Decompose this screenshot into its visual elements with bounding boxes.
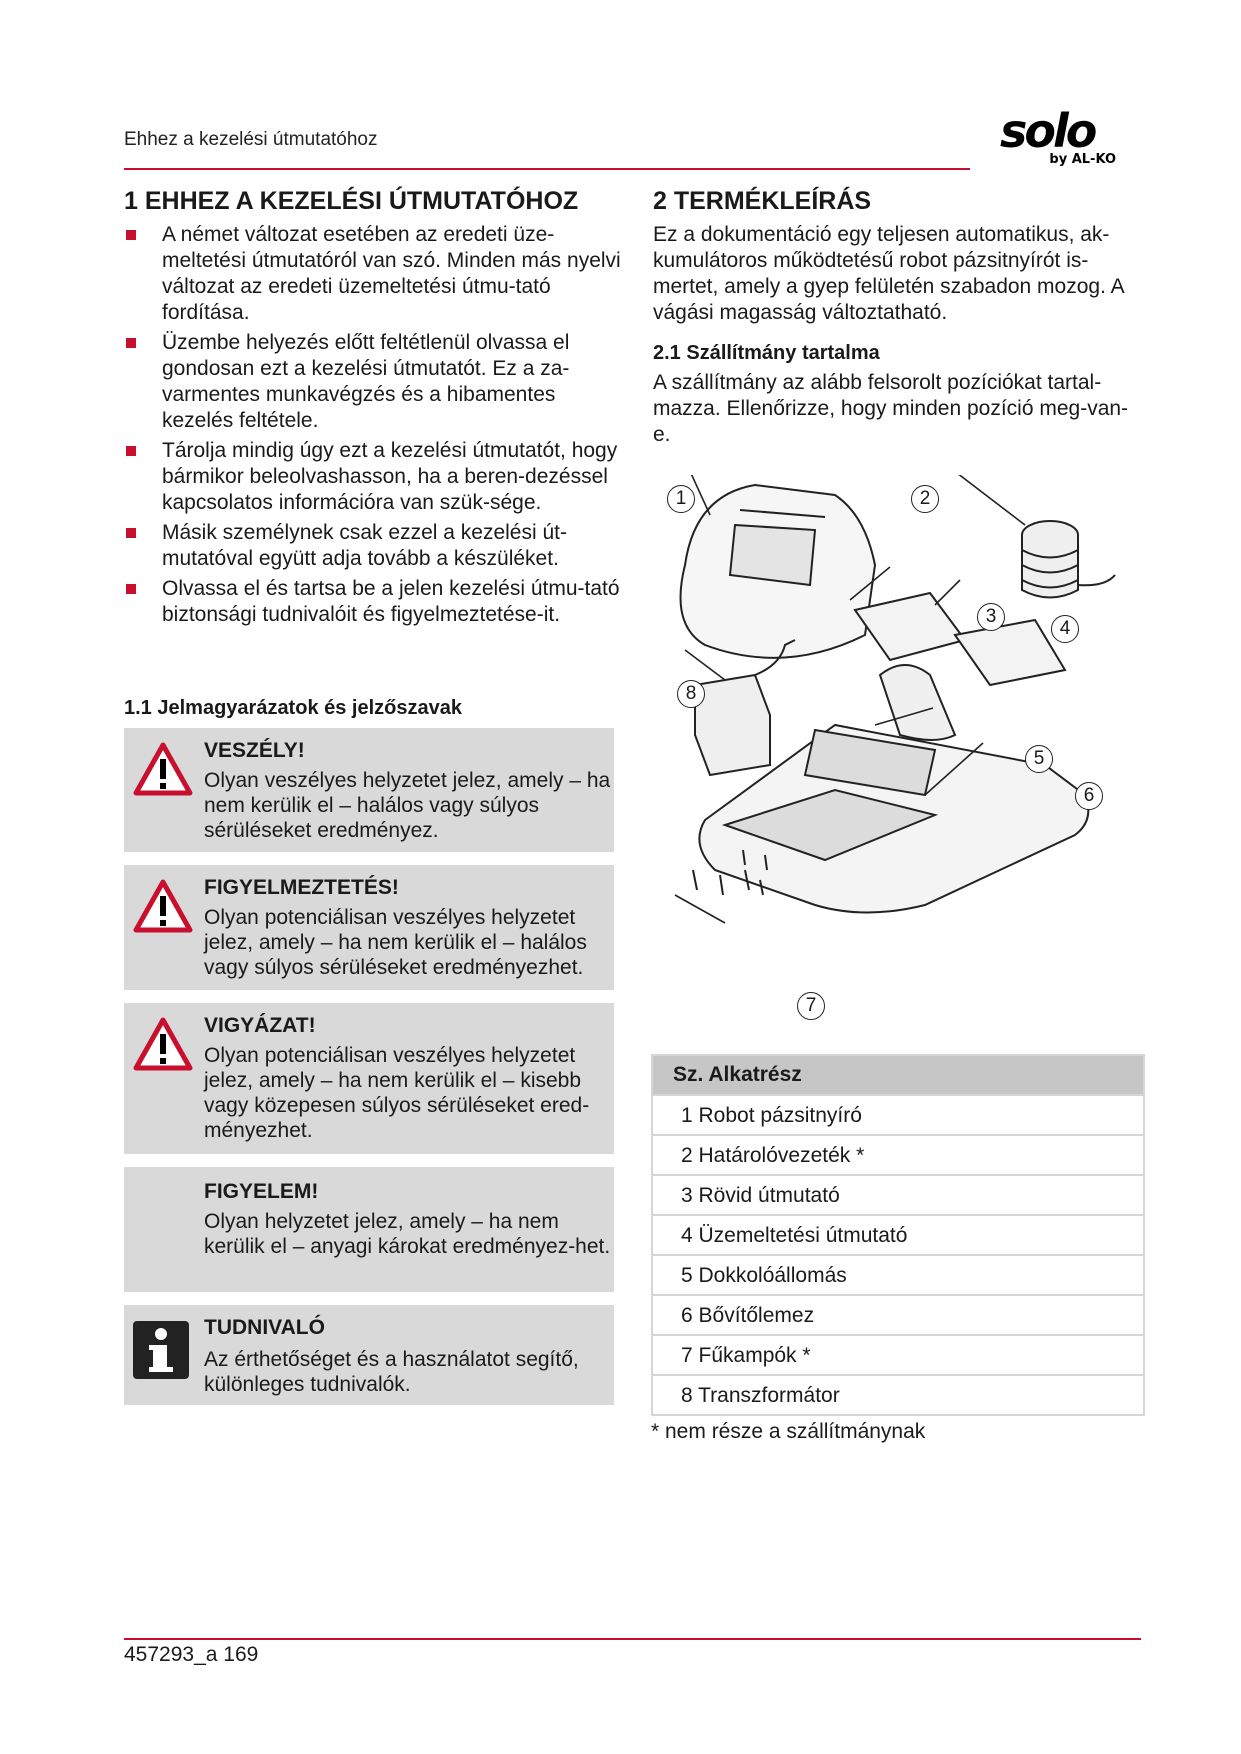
- warning-text: Olyan potenciálisan veszélyes helyzetet jelez, amely – ha nem kerülik el – halálos vagy súlyos sérüléseket eredményezhet.: [204, 906, 587, 979]
- bullet-square-icon: [126, 230, 136, 240]
- callout-label-5: 5: [1025, 745, 1053, 773]
- bullet-square-icon: [126, 528, 136, 538]
- bullet-list: [124, 222, 621, 628]
- warning-triangle-icon: [133, 1017, 193, 1071]
- callout-label-1: 1: [667, 485, 695, 513]
- table-header: Sz. Alkatrész: [653, 1056, 1143, 1094]
- danger-text: Olyan veszélyes helyzetet jelez, amely – ha nem kerülik el – halálos vagy súlyos sérüléseket eredményez.: [204, 769, 611, 842]
- bullet-item: [124, 520, 632, 572]
- bullet-square-icon: [126, 446, 136, 456]
- danger-box: [124, 728, 614, 852]
- bullet-item: [124, 576, 632, 628]
- brand-logo: [1000, 104, 1130, 174]
- table-row: 6 Bővítőlemez: [653, 1294, 1143, 1334]
- info-box: [124, 1305, 614, 1405]
- bullet-text: A német változat esetében az eredeti üze-meltetési útmutatóról van szó. Minden más nyelvi változat az eredeti üzemeltetési útmu-tató fordítása.: [162, 223, 621, 324]
- bullet-text: Tárolja mindig úgy ezt a kezelési útmutatót, hogy bármikor beleolvashasson, ha a beren-dezéssel kapcsolatos információra van szük-sége.: [162, 439, 618, 514]
- table-row: 4 Üzemeltetési útmutató: [653, 1214, 1143, 1254]
- bullet-text: Olvassa el és tartsa be a jelen kezelési útmu-tató biztonsági tudnivalóit és figyelmeztetése-it.: [162, 577, 620, 626]
- section2-intro: Ez a dokumentáció egy teljesen automatikus, ak-kumulátoros működtetésű robot pázsitnyírót is-mertet, amely a gyep felületén szabadon mozog. A vágási magasság változtatható.: [653, 223, 1124, 324]
- table-row: 1 Robot pázsitnyíró: [653, 1094, 1143, 1134]
- logo-sub: by AL-KO: [1049, 152, 1116, 167]
- table-row: 3 Rövid útmutató: [653, 1174, 1143, 1214]
- quick-guide-illustration: [855, 593, 965, 660]
- table-row: 8 Transzformátor: [653, 1374, 1143, 1414]
- warning-title: FIGYELMEZTETÉS!: [204, 876, 399, 899]
- section1-subtitle: 1.1 Jelmagyarázatok és jelzőszavak: [124, 697, 462, 719]
- section2-title: 2 TERMÉKLEÍRÁS: [653, 187, 872, 215]
- info-icon: [133, 1321, 189, 1379]
- logo-main: solo: [1000, 104, 1095, 158]
- section2-subtitle: 2.1 Szállítmány tartalma: [653, 342, 880, 364]
- section1-title: 1 EHHEZ A KEZELÉSI ÚTMUTATÓHOZ: [124, 187, 579, 215]
- left-column: [124, 186, 621, 632]
- page-reference: 457293_a 169: [124, 1643, 259, 1666]
- bullet-square-icon: [126, 584, 136, 594]
- right-column: [653, 186, 1143, 448]
- transformer-illustration: [695, 675, 770, 775]
- caution-text: Olyan potenciálisan veszélyes helyzetet jelez, amely – ha nem kerülik el – kisebb vagy közepesen súlyos sérüléseket ered-ményezhet.: [204, 1044, 590, 1142]
- caution-box: [124, 1003, 614, 1154]
- delivery-contents-figure: [665, 475, 1135, 1030]
- table-row: 5 Dokkolóállomás: [653, 1254, 1143, 1294]
- notice-text: Olyan helyzetet jelez, amely – ha nem kerülik el – anyagi károkat eredményez-het.: [204, 1210, 611, 1258]
- warning-triangle-icon: [133, 742, 193, 796]
- docking-station-illustration: [880, 665, 955, 740]
- callout-label-2: 2: [911, 485, 939, 513]
- bullet-text: Üzembe helyezés előtt feltétlenül olvassa el gondosan ezt a kezelési útmutatót. Ez a za-varmentes munkavégzés és a hibamentes kezelés feltétele.: [162, 331, 570, 432]
- notice-box: [124, 1167, 614, 1292]
- footer-rule: [124, 1638, 1141, 1640]
- bullet-item: [124, 222, 632, 326]
- callout-label-6: 6: [1075, 782, 1103, 810]
- parts-table: [651, 1054, 1145, 1416]
- info-title: TUDNIVALÓ: [204, 1316, 325, 1339]
- warning-triangle-icon: [133, 879, 193, 933]
- callout-label-4: 4: [1051, 615, 1079, 643]
- caution-title: VIGYÁZAT!: [204, 1014, 316, 1037]
- bullet-item: [124, 330, 632, 434]
- running-header: Ehhez a kezelési útmutatóhoz: [124, 129, 378, 150]
- notice-title: FIGYELEM!: [204, 1180, 319, 1203]
- bullet-square-icon: [126, 338, 136, 348]
- warning-box: [124, 865, 614, 990]
- manual-illustration: [955, 620, 1065, 685]
- bullet-text: Másik személynek csak ezzel a kezelési út-mutatóval együtt adja tovább a készüléket.: [162, 521, 567, 570]
- section2-subtext: A szállítmány az alább felsorolt pozíciókat tartal-mazza. Ellenőrizze, hogy minden pozíció meg-van-e.: [653, 371, 1129, 446]
- danger-title: VESZÉLY!: [204, 739, 305, 762]
- callout-label-8: 8: [677, 680, 705, 708]
- header-rule: [124, 168, 970, 170]
- callout-label-7: 7: [797, 992, 825, 1020]
- table-row: 7 Fűkampók *: [653, 1334, 1143, 1374]
- bullet-item: [124, 438, 632, 516]
- table-footnote: * nem része a szállítmánynak: [651, 1420, 926, 1443]
- callout-label-3: 3: [977, 603, 1005, 631]
- info-text: Az érthetőséget és a használatot segítő, különleges tudnivalók.: [204, 1348, 579, 1396]
- table-row: 2 Határolóvezeték *: [653, 1134, 1143, 1174]
